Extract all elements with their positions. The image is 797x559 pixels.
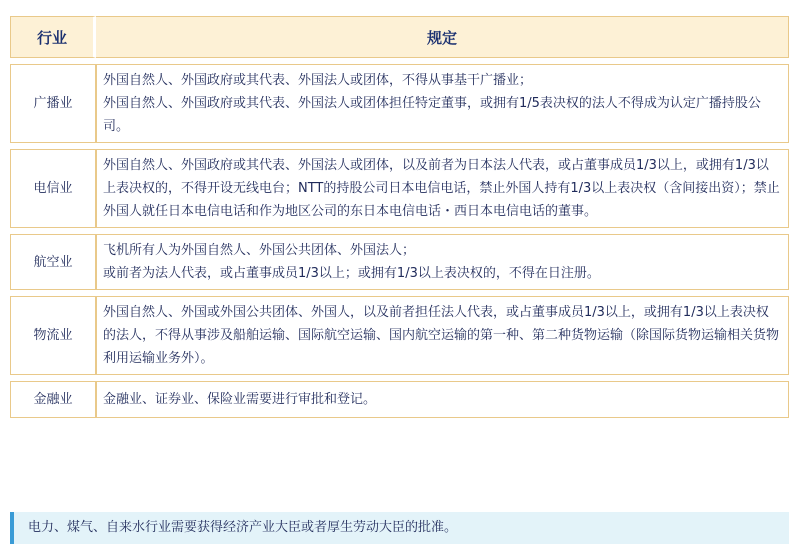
note-callout xyxy=(10,512,789,544)
rule-cell: 外国自然人、外国政府或其代表、外国法人或团体，不得从事基干广播业； 外国自然人、外国政府或其代表、外国法人或团体担任特定董事，或拥有1/5表决权的法人不得成为认定广播持股公司。 xyxy=(96,64,789,143)
table-row xyxy=(10,234,789,290)
industry-cell: 金融业 xyxy=(10,381,96,418)
regulation-table-container xyxy=(10,10,789,424)
rule-cell: 飞机所有人为外国自然人、外国公共团体、外国法人； 或前者为法人代表，或占董事成员1/3以上；或拥有1/3以上表决权的，不得在日注册。 xyxy=(96,234,789,290)
regulation-table xyxy=(10,10,789,424)
industry-cell: 航空业 xyxy=(10,234,96,290)
industry-cell: 物流业 xyxy=(10,296,96,375)
industry-cell: 广播业 xyxy=(10,64,96,143)
note-text: 电力、煤气、自来水行业需要获得经济产业大臣或者厚生劳动大臣的批准。 xyxy=(28,520,458,535)
table-row xyxy=(10,381,789,418)
table-row xyxy=(10,296,789,375)
rule-cell: 外国自然人、外国政府或其代表、外国法人或团体，以及前者为日本法人代表，或占董事成员1/3以上，或拥有1/3以上表决权的，不得开设无线电台；NTT的持股公司日本电信电话，禁止外国人持有1/3以上表决权（含间接出资）；禁止外国人就任日本电信电话和作为地区公司的东日本电信电话・西日本电信电话的董事。 xyxy=(96,149,789,228)
table-row xyxy=(10,149,789,228)
industry-cell: 电信业 xyxy=(10,149,96,228)
table-header-row xyxy=(10,16,789,58)
header-industry: 行业 xyxy=(10,16,96,58)
rule-cell: 外国自然人、外国或外国公共团体、外国人，以及前者担任法人代表，或占董事成员1/3以上，或拥有1/3以上表决权的法人，不得从事涉及船舶运输、国际航空运输、国内航空运输的第一种、第二种货物运输（除国际货物运输相关货物利用运输业务外）。 xyxy=(96,296,789,375)
header-rule: 规定 xyxy=(96,16,789,58)
rule-cell: 金融业、证券业、保险业需要进行审批和登记。 xyxy=(96,381,789,418)
table-row xyxy=(10,64,789,143)
